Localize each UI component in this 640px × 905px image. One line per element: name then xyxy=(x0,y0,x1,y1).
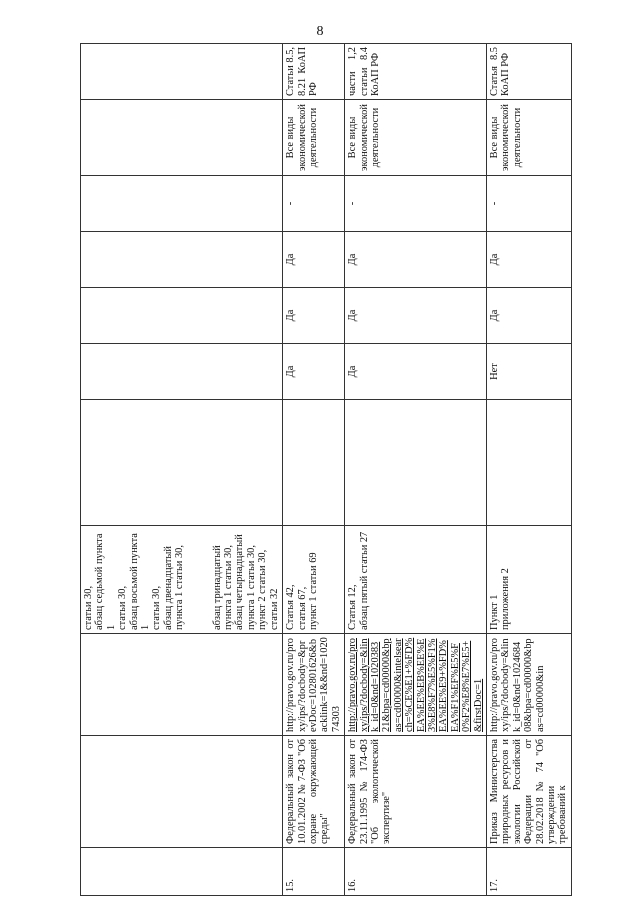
legal-act-link[interactable]: http://pravo.gov.ru/proxy/ips/?docbody=&link_id=0&nd=102038321&bpa=cd00000&bpas=cd00000&intelsearch=%CE%E1+%FD%EA%EE%EB%EE%E3%E8%F7%E5%F1%EA%EE%E9+%FD%EA%F1%EF%E5%F0%F2%E8%E7%E5+&firstDoc=1 xyxy=(347,637,484,732)
cell-empty-9 xyxy=(81,232,283,288)
legal-act-name: Федеральный закон от 23.11.1995 № 174-ФЗ "Об экологической экспертизе" xyxy=(345,736,487,848)
cell-empty-7 xyxy=(81,344,283,400)
legal-act-name: Федеральный закон от 10.01.2002 № 7-ФЗ "Об охране окружающей среды" xyxy=(283,736,345,848)
liability-articles: части 1,2 статьи 8.4 КоАП РФ xyxy=(345,44,487,100)
structural-units: Статья 42, статья 67, пункт 1 статьи 69 xyxy=(283,526,345,634)
row-number: 17. xyxy=(487,848,572,896)
cell-empty-name xyxy=(81,736,283,848)
table-row-15 xyxy=(283,44,345,896)
cell-continued-articles xyxy=(81,526,283,634)
cell-empty-8 xyxy=(81,288,283,344)
applicability-flag-3: Да xyxy=(345,232,487,288)
table-row-16 xyxy=(345,44,487,896)
applicability-flag-2: Да xyxy=(283,288,345,344)
applicability-flag-4: - xyxy=(487,176,572,232)
table-row-continuation xyxy=(81,44,283,896)
liability-articles: Статьи 8.5, 8.21 КоАП РФ xyxy=(283,44,345,100)
applicability-flag-2: Да xyxy=(487,288,572,344)
liability-articles: Статья 8.5 КоАП РФ xyxy=(487,44,572,100)
activity-types: Все виды экономической деятельности xyxy=(487,100,572,176)
table-row-17 xyxy=(487,44,572,896)
continued-articles-top: статьи 30, абзац седьмой пункта 1 статьи 30, абзац восьмой пункта 1 статьи 30, абзац двенадцатый пункта 1 статьи 30, xyxy=(83,533,186,630)
legal-act-name: Приказ Министерства природных ресурсов и экологии Российской Федерации от 28.02.2018 № 74 "Об утверждении требований к xyxy=(487,736,572,848)
applicability-flag-3: Да xyxy=(487,232,572,288)
structural-units: Статья 12, абзац пятый статьи 27 xyxy=(345,526,487,634)
continued-articles-bottom: абзац тринадцатый пункта 1 статьи 30, абзац четырнадцатый пункта 1 статьи 30, пункт 2 статьи 30, статьи 32 xyxy=(211,534,280,630)
applicability-flag-4: - xyxy=(345,176,487,232)
cell-empty-11 xyxy=(81,100,283,176)
cell-empty-num xyxy=(81,848,283,896)
structural-units: Пункт 1 приложения 2 xyxy=(487,526,572,634)
applicability-flag-1: Да xyxy=(283,344,345,400)
applicability-flag-1: Нет xyxy=(487,344,572,400)
cell-empty-link xyxy=(81,634,283,736)
applicability-flag-2: Да xyxy=(345,288,487,344)
cell-blank-5 xyxy=(487,400,572,526)
activity-types: Все виды экономической деятельности xyxy=(283,100,345,176)
requirements-table xyxy=(80,43,572,896)
rotated-table-container xyxy=(80,44,569,896)
legal-act-link[interactable]: http://pravo.gov.ru/proxy/ips/?docbody=&prevDoc=102801626&backlink=1&&nd=102074303 xyxy=(285,637,342,732)
legal-act-link-cell xyxy=(345,634,487,736)
applicability-flag-3: Да xyxy=(283,232,345,288)
cell-empty-6 xyxy=(81,400,283,526)
activity-types: Все виды экономической деятельности xyxy=(345,100,487,176)
applicability-flag-1: Да xyxy=(345,344,487,400)
row-number: 16. xyxy=(345,848,487,896)
legal-act-link-cell xyxy=(283,634,345,736)
row-number: 15. xyxy=(283,848,345,896)
applicability-flag-4: - xyxy=(283,176,345,232)
legal-act-link[interactable]: http://pravo.gov.ru/proxy/ips/?docbody=&link_id=0&nd=102468408&bpa=cd00000&bpas=cd00000&in xyxy=(489,638,546,732)
legal-act-link-cell xyxy=(487,634,572,736)
cell-empty-10 xyxy=(81,176,283,232)
cell-empty-12 xyxy=(81,44,283,100)
page-number: 8 xyxy=(316,24,324,39)
cell-blank-5 xyxy=(283,400,345,526)
cell-blank-5 xyxy=(345,400,487,526)
